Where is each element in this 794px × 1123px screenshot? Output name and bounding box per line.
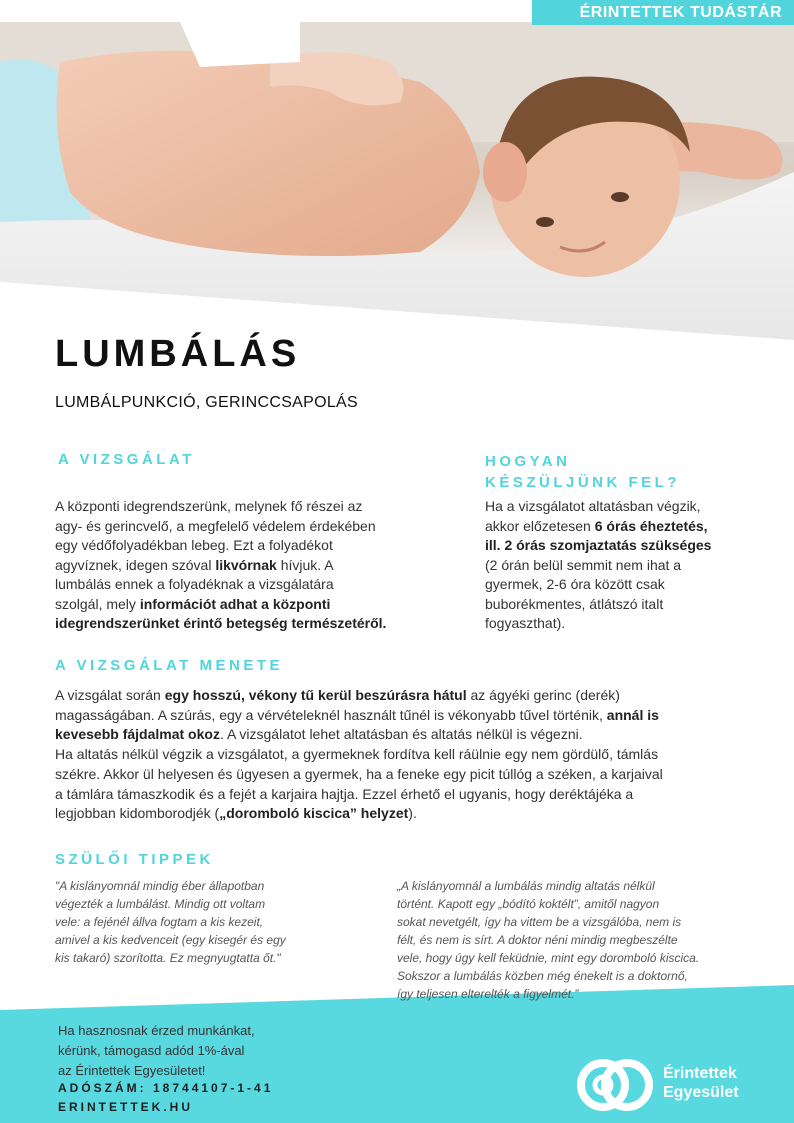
- header-tag: ÉRINTETTEK TUDÁSTÁR: [532, 0, 794, 25]
- organization-logo: [575, 1054, 770, 1116]
- page-subtitle: LUMBÁLPUNKCIÓ, GERINCCSAPOLÁS: [55, 394, 358, 411]
- parent-quote-2: „A kislányomnál a lumbálás mindig altatás nélkül történt. Kapott egy „bódító koktélt”, amitől nagyon sokat nevetgélt, így ha vittem be a vizsgálóba, nem is félt, és nem is sírt. A doktor néni mindig megbeszélte vele, hogy úgy kell feküdnie, mint egy doromboló kiscica. Sokszor a lumbálás közben még énekelt is a doktornő, így teljesen elterelték a figyelmét.”: [397, 879, 700, 1001]
- tax-number: ADÓSZÁM: 18744107-1-41: [58, 1081, 274, 1095]
- section-heading-felkeszules: HOGYAN KÉSZÜLJÜNK FEL?: [485, 453, 680, 491]
- logo-icon: [575, 1054, 655, 1116]
- parent-quote-1: "A kislányomnál mindig éber állapotban végezték a lumbálást. Mindig ott voltam vele: a fejénél állva fogtam a kis kezeit, amivel a kis kedvenceit (egy kisegér és egy kis takaró) szorította. Ez megnyugtatta őt.": [55, 879, 286, 965]
- page-title: LUMBÁLÁS: [55, 333, 301, 375]
- section-heading-vizsgalat: A VIZSGÁLAT: [58, 451, 195, 468]
- website-link[interactable]: ERINTETTEK.HU: [58, 1100, 193, 1114]
- section-heading-menete: A VIZSGÁLAT MENETE: [55, 657, 283, 674]
- footer-support-text: Ha hasznosnak érzed munkánkat, kérünk, támogasd adód 1%-ával az Érintettek Egyesületet!: [58, 1023, 255, 1078]
- vizsgalat-paragraph: A központi idegrendszerünk, melynek fő részei az agy- és gerincvelő, a megfelelő védelem érdekében egy védőfolyadékban lebeg. Ezt a folyadékot agyvíznek, idegen szóval likvórnak hívjuk. A lumbálás ennek a folyadéknak a vizsgálatára szolgál, mely információt adhat a központi idegrendszerünket érintő betegség természetéről.: [55, 498, 387, 631]
- section-heading-tippek: SZÜLŐI TIPPEK: [55, 851, 214, 868]
- felkeszules-paragraph: Ha a vizsgálatot altatásban végzik, akkor előzetesen 6 órás éheztetés, ill. 2 órás szomjaztatás szükséges (2 órán belül semmit nem ihat a gyermek, 2-6 óra között csak buborékmentes, átlátszó italt fogyaszthat).: [485, 498, 712, 631]
- logo-wordmark: Érintettek Egyesület: [663, 1065, 739, 1101]
- menete-paragraph: A vizsgálat során egy hosszú, vékony tű kerül beszúrásra hátul az ágyéki gerinc (derék) magasságában. A szúrás, egy a vérvételeknél használt tűnél is vékonyabb tűvel történik, annál is kevesebb fájdalmat okoz. A vizsgálatot lehet altatásban és altatás nélkül is végezni. Ha altatás nélkül végzik a vizsgálatot, a gyermeknek fordítva kell ráülnie egy nem gördülő, támlás székre. Akkor ül helyesen és ügyesen a gyermek, ha a feneke egy picit túllóg a széken, a karjaival a támlára támaszkodik és a fejét a karjaira hajtja. Ezzel érhető el ugyanis, hogy deréktájéka a legjobban kidomborodjék („doromboló kiscica” helyzet).: [55, 687, 663, 822]
